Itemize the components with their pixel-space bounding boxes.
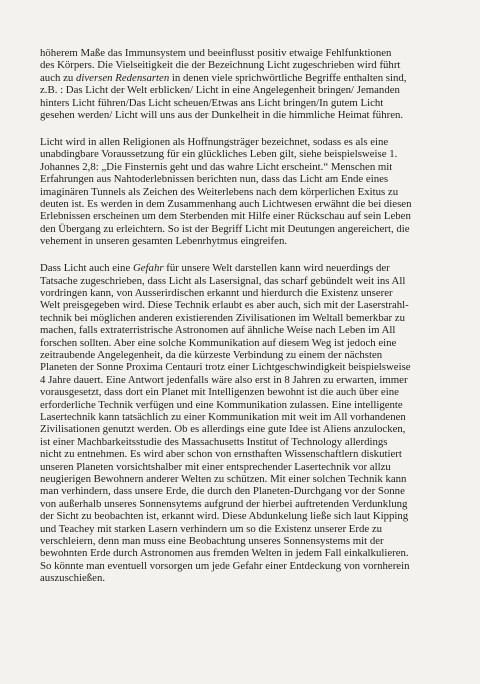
text-line: [40, 535, 460, 547]
text-line: [40, 498, 460, 510]
text-line: [40, 72, 460, 84]
text-segment: Licht wird in allen Religionen als Hoffnungsträger bezeichnet, sodass es als eine: [40, 135, 389, 148]
text-line: [40, 275, 460, 287]
paragraph-1: [40, 47, 460, 121]
text-segment: auszuschießen.: [40, 572, 106, 585]
text-line: [40, 210, 460, 222]
text-segment: z.B. : Das Licht der Welt erblicken/ Licht in eine Angelegenheit bringen/ Jemanden: [40, 84, 400, 97]
text-segment: neugierigen Bewohnern anderer Welten zu schützen. Mit einer solchen Technik kann: [40, 473, 407, 485]
text-line: [40, 97, 460, 109]
paragraph-2: [40, 136, 460, 248]
text-line: [40, 223, 460, 235]
text-line: [40, 337, 460, 349]
text-line: [40, 84, 460, 96]
text-line: [40, 547, 460, 559]
text-segment: des Körpers. Die Vielseitigkeit die der Bezeichnung Licht zugeschrieben wird führt: [40, 59, 401, 72]
text-line: [40, 312, 460, 324]
text-segment: unabdingbare Voraussetzung für ein glückliches Leben gilt, siehe beispielsweise 1.: [40, 148, 398, 161]
text-segment: deuten ist. Es werden in dem Zusammenhang auch Lichtwesen erwähnt die bei diesen: [40, 197, 412, 210]
text-line: [40, 109, 460, 121]
text-line: [40, 572, 460, 584]
text-segment: Lasertechnik kann tatsächlich zu einer Kommunikation mit weit im All vorhandenen: [40, 410, 406, 423]
text-segment: forschen sollten. Aber eine solche Kommunikation auf diesem Weg ist jedoch eine: [40, 336, 397, 349]
text-segment: nicht zu entnehmen. Es wird aber schon von ernsthaften Wissenschaftlern diskutiert: [40, 448, 402, 461]
text-segment: Erlebnissen erscheinen um dem Sterbenden mit Hilfe einer Rückschau auf sein Leben: [40, 210, 411, 223]
text-segment: imaginären Tunnels als Zeichen des Weiterlebens nach dem körperlichen Exitus zu: [40, 185, 399, 198]
text-segment: ist einer Machbarkeitsstudie des Massachusetts Institut of Technology allerdings: [40, 435, 388, 448]
text-line: [40, 262, 460, 274]
text-segment: Welt preisgegeben wird. Diese Technik erlaubt es aber auch, sich mit der Laserstrahl-: [40, 299, 409, 312]
text-segment: unseren Planeten vorsichtshalber mit einer entsprechender Lasertechnik vor allzu: [40, 460, 391, 473]
italic-text: Gefahr: [132, 262, 164, 275]
text-segment: Planeten der Sonne Proxima Centauri trotz einer Lichtgeschwindigkeit beispielsweise: [40, 361, 411, 374]
text-line: [40, 473, 460, 485]
text-segment: von außerhalb unseres Sonnensytems aufgrund der hierbei auftretenden Verdunklung: [40, 497, 408, 510]
text-line: [40, 161, 460, 173]
text-line: [40, 287, 460, 299]
text-segment: Erfahrungen aus Nahtoderlebnissen berichten nun, dass das Licht am Ende eines: [40, 173, 389, 186]
text-segment: technik bei möglichen anderen existierenden Zivilisationen im Weltall bemerkbar zu: [40, 311, 406, 324]
text-segment: den Übergang zu erleichtern. So ist der Begriff Licht mit Deutungen angereichert, die: [40, 222, 410, 235]
text-line: [40, 461, 460, 473]
text-line: [40, 411, 460, 423]
text-segment: der Sicht zu beobachten ist, erkannt wird. Diese Abdunkelung ließe sich laut Kipping: [40, 510, 409, 523]
text-line: [40, 148, 460, 160]
text-segment: vehement in unseren gesamten Lebenrhytmus eingreifen.: [40, 235, 288, 248]
text-line: [40, 386, 460, 398]
text-line: [40, 136, 460, 148]
text-segment: Dass Licht auch eine: [40, 262, 133, 275]
text-line: [40, 186, 460, 198]
text-line: [40, 198, 460, 210]
text-segment: höherem Maße das Immunsystem und beeinflusst positiv etwaige Fehlfunktionen: [40, 47, 392, 59]
text-segment: 4 Jahre dauert. Eine Antwort jedenfalls wäre also erst in 8 Jahren zu erwarten, immer: [40, 373, 408, 386]
text-line: [40, 173, 460, 185]
italic-text: diversen Redensarten: [75, 71, 170, 84]
text-line: [40, 47, 460, 59]
text-segment: bewohnten Erde durch Astronomen aus fremden Welten in jedem Fall einkalkulieren.: [40, 547, 409, 560]
text-line: [40, 59, 460, 71]
text-segment: gesehen werden/ Licht will uns aus der Dunkelheit in die himmliche Heimat führen.: [40, 109, 404, 122]
text-segment: erforderliche Technik verfügen und eine Kommunikation zulassen. Eine intelligente: [40, 398, 403, 411]
text-line: [40, 485, 460, 497]
document-body: [40, 47, 460, 585]
text-line: [40, 374, 460, 386]
text-line: [40, 560, 460, 572]
text-segment: auch zu: [40, 71, 76, 84]
text-segment: vordringen kann, von Ausserirdischen erkannt und hierdurch die Existenz unserer: [40, 286, 393, 299]
text-segment: Zivilisationen genutzt werden. Ob es allerdings eine gute Idee ist Aliens anzulocken,: [40, 423, 406, 436]
text-line: [40, 299, 460, 311]
text-segment: So könnte man eventuell vorsorgen um jede Gefahr einer Entdeckung von vornherein: [40, 559, 410, 572]
text-segment: verschleiern, denn man muss eine Beobachtung unseres Sonnensystems mit der: [40, 535, 384, 548]
text-segment: vorausgesetzt, dass dort ein Planet mit Intelligenzen bewohnt ist die auch über eine: [40, 386, 399, 399]
text-line: [40, 399, 460, 411]
text-line: [40, 349, 460, 361]
text-line: [40, 436, 460, 448]
text-line: [40, 324, 460, 336]
text-segment: man verhindern, dass unsere Erde, die durch den Planeten-Durchgang vor der Sonne: [40, 485, 405, 498]
text-line: [40, 235, 460, 247]
text-segment: zeitraubende Angelegenheit, da die kürzeste Verbindung zu einem der nächsten: [40, 348, 383, 361]
paragraph-3: [40, 262, 460, 585]
text-segment: und Teachey mit starken Lasern verhindern um so die Existenz unserer Erde zu: [40, 522, 383, 535]
text-line: [40, 423, 460, 435]
text-segment: hinters Licht führen/Das Licht scheuen/Etwas ans Licht bringen/In gutem Licht: [40, 96, 384, 109]
text-segment: in denen viele sprichwörtliche Begriffe enthalten sind,: [169, 71, 407, 84]
text-line: [40, 523, 460, 535]
text-segment: Tatsache zugeschrieben, dass Licht als Lasersignal, das scharf gebündelt weit ins All: [40, 274, 406, 287]
text-line: [40, 448, 460, 460]
text-segment: machen, falls extraterristrische Astronomen auf ähnliche Weise nach Leben im All: [40, 324, 396, 337]
text-segment: Johannes 2,8: „Die Finsternis geht und das wahre Licht erscheint.“ Menschen mit: [40, 160, 393, 173]
text-line: [40, 510, 460, 522]
text-segment: für unsere Welt darstellen kann wird neuerdings der: [163, 262, 390, 275]
text-line: [40, 361, 460, 373]
